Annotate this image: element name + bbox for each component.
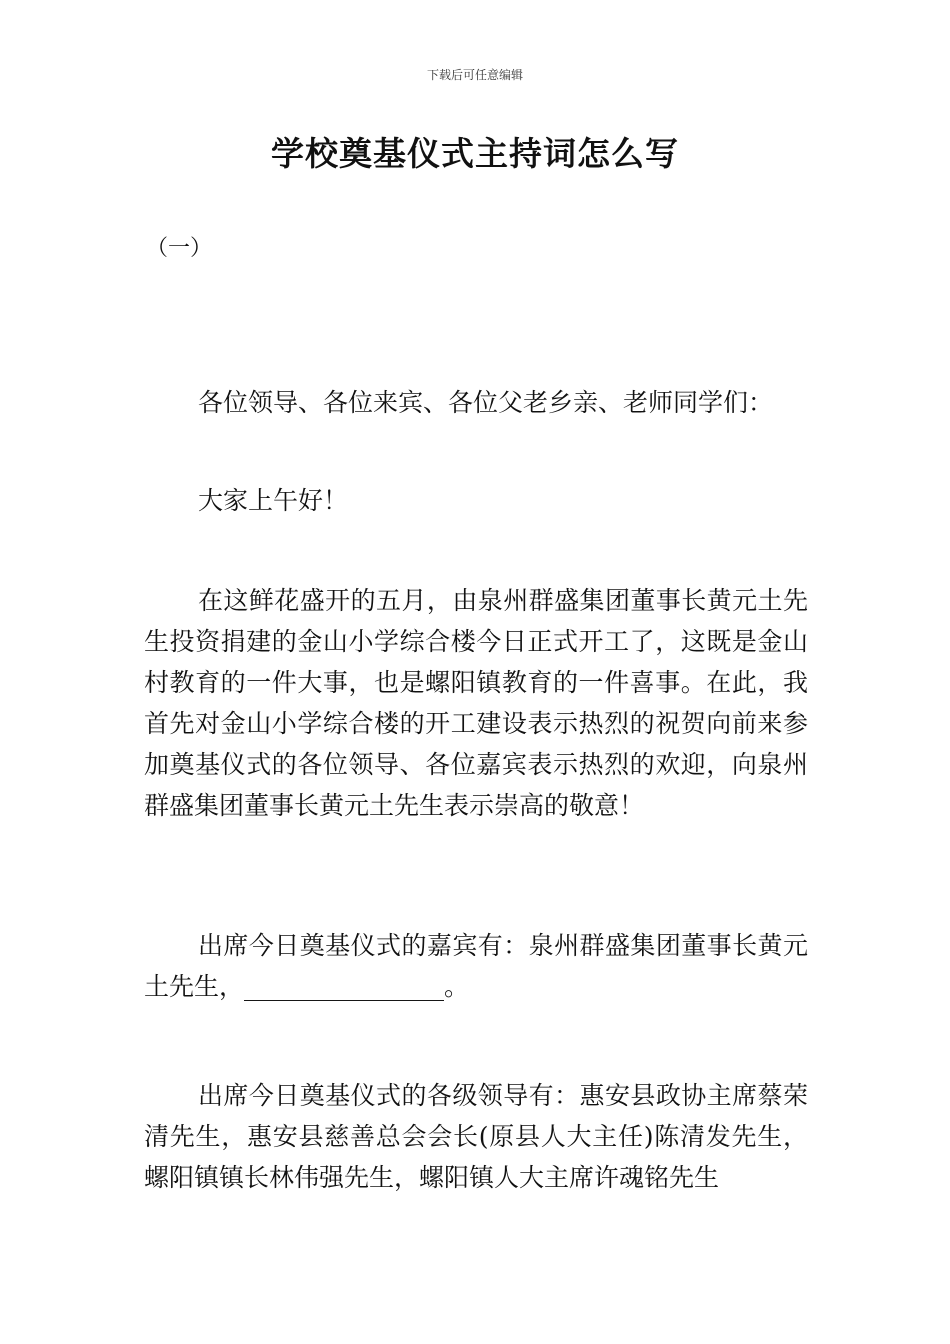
section-label: （一）: [146, 236, 213, 261]
paragraph-salutation: 各位领导、各位来宾、各位父老乡亲、老师同学们：: [198, 388, 774, 417]
paragraph-greeting: 大家上午好！: [198, 486, 349, 515]
header-note: 下载后可任意编辑: [426, 68, 523, 82]
paragraph-leaders: 出席今日奠基仪式的各级领导有：惠安县政协主席蔡荣清先生，惠安县慈善总会会长(原县人大主任)陈清发先生，螺阳镇镇长林伟强先生，螺阳镇人大主席许魂铭先生: [144, 1081, 808, 1192]
paragraph-body: 在这鲜花盛开的五月，由泉州群盛集团董事长黄元土先生投资捐建的金山小学综合楼今日正式开工了，这既是金山村教育的一件大事，也是螺阳镇教育的一件喜事。在此，我首先对金山小学综合楼的开工建设表示热烈的祝贺向前来参加奠基仪式的各位领导、各位嘉宾表示热烈的欢迎，向泉州群盛集团董事长黄元土先生表示崇高的敬意！: [144, 586, 808, 820]
document-title: 学校奠基仪式主持词怎么写: [271, 134, 679, 173]
paragraph-guests: 出席今日奠基仪式的嘉宾有：泉州群盛集团董事长黄元土先生，________________。: [144, 931, 808, 1001]
